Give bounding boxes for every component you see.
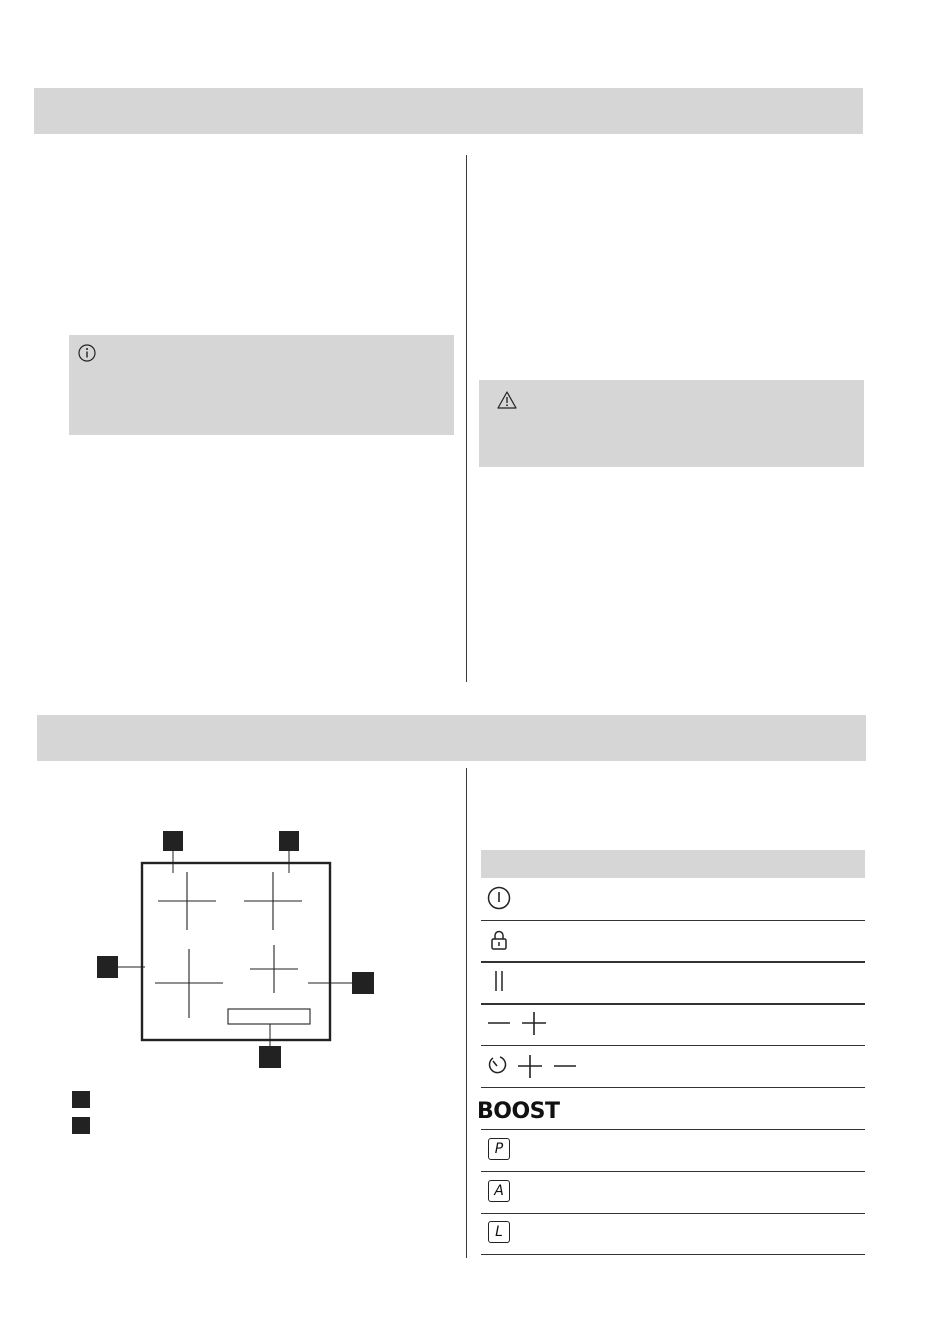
table-row-divider [481,1129,865,1130]
table-row-divider [481,920,865,921]
timer-plus-minus-icon [486,1053,582,1079]
l-display-letter: L [495,1224,503,1240]
hob-diagram-svg [85,825,385,1070]
legend-marker-1 [72,1091,90,1108]
boost-label: BOOST [477,1099,560,1124]
cooking-zone-rear-right [244,872,302,930]
hob-layout-diagram [85,825,385,1070]
a-display-letter: A [494,1183,504,1199]
section-header-band-top [34,88,863,134]
cooking-zone-rear-left [158,872,216,930]
callout-marker-4 [352,972,374,994]
l-display-icon [488,1221,510,1243]
pause-icon [486,968,512,994]
warning-triangle-icon [496,390,518,410]
table-row-divider [481,1213,865,1214]
p-display-letter: P [494,1141,504,1157]
symbol-table-header [481,850,865,878]
table-row-divider [481,1087,865,1088]
callout-marker-2 [279,831,299,851]
warning-note-box [479,380,864,467]
table-row-divider [481,1171,865,1172]
table-row-divider [481,961,865,963]
p-display-icon [488,1138,510,1160]
table-row-divider [481,1003,865,1005]
callout-marker-1 [163,831,183,851]
callout-marker-3 [97,956,118,978]
a-display-icon [488,1180,510,1202]
minus-plus-icon [486,1011,552,1037]
power-icon [486,885,512,911]
column-divider-bottom [466,768,467,1258]
legend-marker-2 [72,1117,90,1134]
info-note-box [69,335,454,435]
column-divider-top [466,155,467,682]
cooking-zone-front-right [250,945,298,993]
control-panel-rect [228,1009,310,1024]
lock-icon [486,927,512,953]
table-row-divider [481,1254,865,1255]
info-circle-icon [77,343,97,363]
section-header-band-bottom [37,715,866,761]
callout-marker-5 [259,1046,281,1068]
cooking-zone-front-left [155,949,223,1018]
table-row-divider [481,1045,865,1046]
hob-outline [142,863,330,1040]
